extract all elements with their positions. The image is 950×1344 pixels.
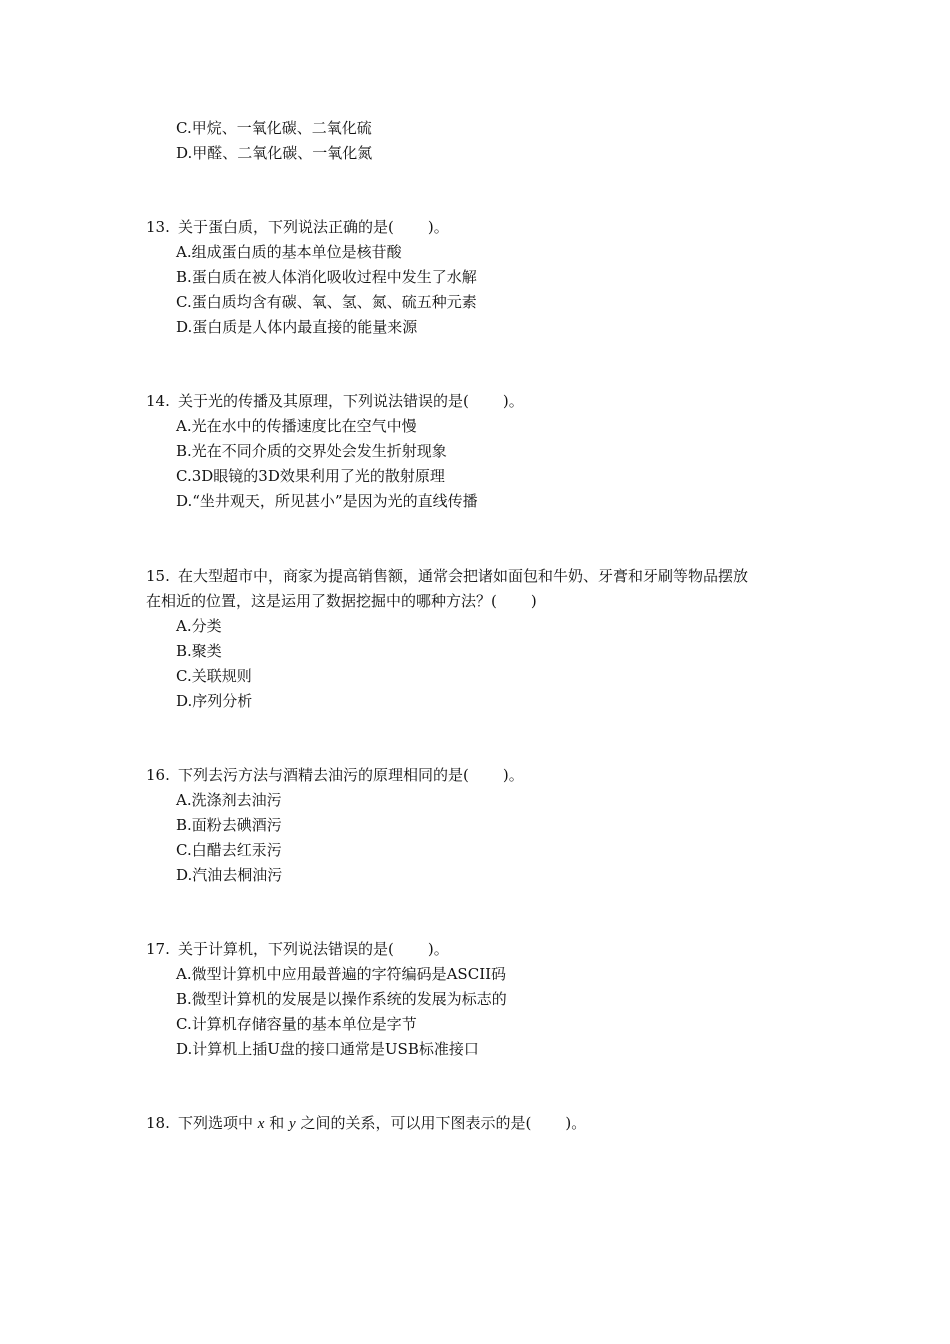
q13-option-b: B.蛋白质在被人体消化吸收过程中发生了水解 [176, 268, 477, 286]
q18-var-x: x [257, 1116, 265, 1132]
q14-number: 14. [146, 392, 170, 410]
q15-number: 15. [146, 567, 170, 585]
q18-stem-text-1: 下列选项中 [178, 1114, 254, 1132]
q17-option-c: C.计算机存储容量的基本单位是字节 [176, 1015, 417, 1033]
q18-stem-text-2: 和 [269, 1114, 285, 1132]
q15-stem-line1 [146, 564, 748, 588]
q13-number: 13. [146, 218, 170, 236]
q14-option-a: A.光在水中的传播速度比在空气中慢 [176, 417, 417, 435]
q13-stem-text: 关于蛋白质，下列说法正确的是( [178, 218, 394, 236]
q13-stem-end: )。 [427, 218, 449, 236]
q12-option-d: D.甲醛、二氧化碳、一氧化氮 [176, 144, 373, 162]
q18-stem-text-3: 之间的关系，可以用下图表示的是( [300, 1114, 532, 1132]
q16-stem [146, 763, 524, 787]
q15-option-a: A.分类 [176, 617, 222, 635]
q16-stem-end: )。 [502, 766, 524, 784]
q13-stem [146, 215, 449, 239]
q16-stem-text: 下列去污方法与酒精去油污的原理相同的是( [178, 766, 469, 784]
q18-number: 18. [146, 1114, 170, 1132]
q15-stem-line2 [146, 589, 537, 613]
q13-option-c: C.蛋白质均含有碳、氧、氢、氮、硫五种元素 [176, 293, 477, 311]
q15-option-c: C.关联规则 [176, 667, 252, 685]
q16-option-b: B.面粉去碘酒污 [176, 816, 282, 834]
q15-stem-text: 在大型超市中，商家为提高销售额，通常会把诸如面包和牛奶、牙膏和牙刷等物品摆放 [178, 567, 749, 585]
q15-stem-text-2: 在相近的位置，这是运用了数据挖掘中的哪种方法？( [146, 592, 497, 610]
q18-stem [146, 1111, 586, 1136]
q14-option-c: C.3D眼镜的3D效果利用了光的散射原理 [176, 467, 445, 485]
q17-option-b: B.微型计算机的发展是以操作系统的发展为标志的 [176, 990, 507, 1008]
q14-stem [146, 389, 524, 413]
q18-stem-end: )。 [565, 1114, 587, 1132]
q13-option-d: D.蛋白质是人体内最直接的能量来源 [176, 318, 418, 336]
q14-option-d: D.“坐井观天，所见甚小”是因为光的直线传播 [176, 492, 478, 510]
q14-stem-text: 关于光的传播及其原理，下列说法错误的是( [178, 392, 469, 410]
q17-number: 17. [146, 940, 170, 958]
q12-option-c: C.甲烷、一氧化碳、二氧化硫 [176, 119, 372, 137]
q17-stem-end: )。 [427, 940, 449, 958]
q17-stem-text: 关于计算机，下列说法错误的是( [178, 940, 394, 958]
q14-option-b: B.光在不同介质的交界处会发生折射现象 [176, 442, 447, 460]
q15-option-d: D.序列分析 [176, 692, 253, 710]
q17-option-d: D.计算机上插U盘的接口通常是USB标准接口 [176, 1040, 479, 1058]
q17-stem [146, 937, 449, 961]
q14-stem-end: )。 [502, 392, 524, 410]
q17-option-a: A.微型计算机中应用最普遍的字符编码是ASCII码 [176, 965, 507, 983]
q16-option-c: C.白醋去红汞污 [176, 841, 282, 859]
q13-option-a: A.组成蛋白质的基本单位是核苷酸 [176, 243, 402, 261]
q15-stem-end: ) [530, 592, 537, 610]
q16-number: 16. [146, 766, 170, 784]
q15-option-b: B.聚类 [176, 642, 222, 660]
q18-var-y: y [289, 1116, 296, 1132]
q16-option-a: A.洗涤剂去油污 [176, 791, 282, 809]
q16-option-d: D.汽油去桐油污 [176, 866, 283, 884]
